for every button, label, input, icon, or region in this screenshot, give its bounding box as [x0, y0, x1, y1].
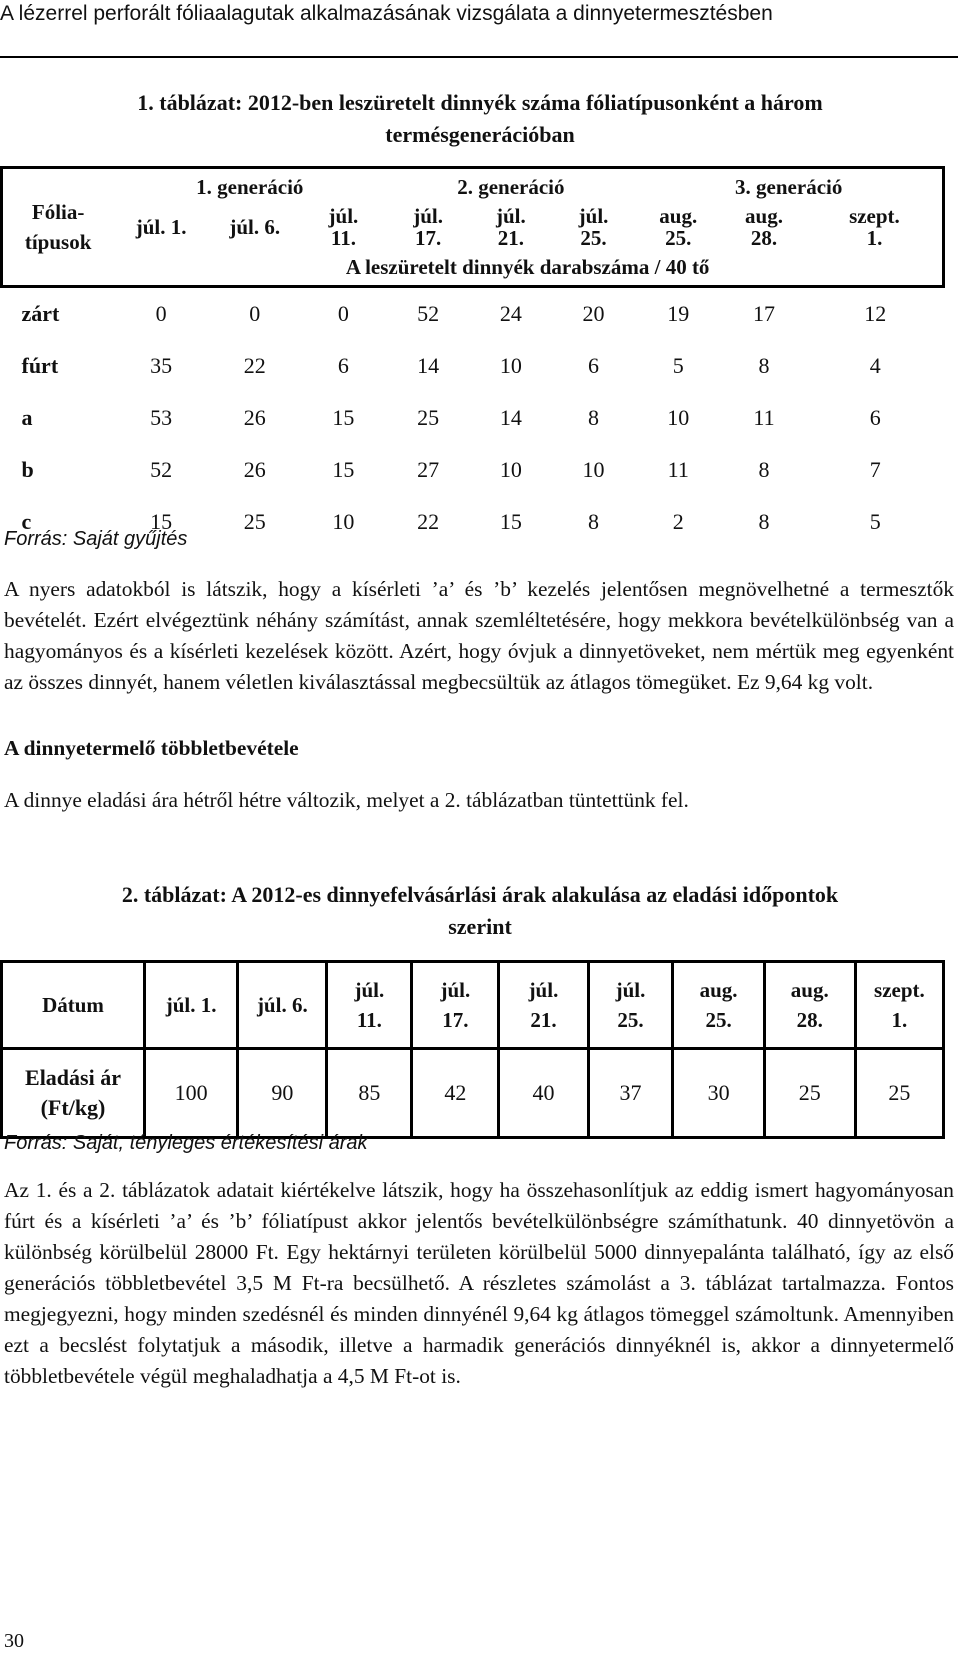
table-cell: 8	[588, 509, 600, 534]
row-label: c	[21, 509, 32, 534]
foil-type-header-line2: típusok	[24, 230, 92, 254]
date-line1: júl. 1.	[135, 215, 187, 239]
table2-source: Forrás: Saját, tényleges értékesítési árak	[4, 1132, 368, 1154]
date-line2: 25.	[617, 1008, 644, 1032]
price-cell: 90	[238, 1049, 327, 1138]
table-cell: 8	[758, 353, 770, 378]
table-cell: 15	[332, 457, 355, 482]
unit-subheader-row	[2, 249, 944, 287]
date-line2: 21.	[530, 1008, 557, 1032]
date-line1: júl.	[413, 204, 444, 228]
date-line1: júl.	[354, 978, 385, 1002]
foil-type-header-line1: Fólia-	[31, 200, 85, 224]
price-cell: 85	[327, 1049, 412, 1138]
date-header-cell	[113, 205, 209, 249]
generation-1-header: 1. generáció	[113, 168, 386, 206]
table-cell: 26	[243, 457, 266, 482]
table-cell: 35	[150, 353, 173, 378]
table-row	[2, 340, 944, 392]
table-cell: 10	[499, 353, 522, 378]
table-cell: 24	[499, 301, 522, 326]
table-cell: 4	[869, 353, 881, 378]
table-row	[2, 287, 944, 341]
table2-caption-line2: szerint	[448, 914, 512, 939]
date-line1: júl. 6.	[256, 993, 308, 1017]
table-cell: 10	[499, 457, 522, 482]
price-date-row	[2, 962, 944, 1049]
date-header-cell	[386, 205, 470, 249]
date-line2: 25.	[705, 1008, 732, 1032]
table-cell: 20	[582, 301, 605, 326]
date-line1: aug.	[790, 978, 829, 1002]
generation-3-header: 3. generáció	[635, 168, 943, 206]
table-cell: 52	[417, 301, 440, 326]
row-label: b	[21, 457, 34, 482]
table-cell: 11	[753, 405, 775, 430]
date-line1: júl.	[440, 978, 471, 1002]
table-cell: 12	[864, 301, 887, 326]
date-header-cell	[855, 962, 943, 1049]
date-header-cell	[301, 205, 387, 249]
table-cell: 0	[337, 301, 349, 326]
price-cell: 37	[588, 1049, 673, 1138]
table-cell: 15	[150, 509, 173, 534]
table-cell: 6	[588, 353, 600, 378]
date-header-cell	[807, 205, 944, 249]
table-cell: 19	[667, 301, 690, 326]
date-line1: júl.	[615, 978, 646, 1002]
date-line2: 11.	[356, 1008, 382, 1032]
table-cell: 22	[417, 509, 440, 534]
date-line1: aug.	[659, 204, 698, 228]
table-cell: 15	[499, 509, 522, 534]
price-cell: 42	[412, 1049, 499, 1138]
date-header-cell	[327, 962, 412, 1049]
date-line2: 11.	[330, 226, 356, 250]
price-cell: 25	[855, 1049, 943, 1138]
table-cell: 5	[672, 353, 684, 378]
row-label: a	[21, 405, 33, 430]
price-label-line1: Eladási ár	[25, 1065, 121, 1090]
paragraph-raw-data: A nyers adatokból is látszik, hogy a kísérleti ’a’ és ’b’ kezelés jelentősen megnövelhetné a termesztők bevételét. Ezért elvégeztünk néhány számítást, annak szemléltetésére, hogy mekkora bevételkülönbség van a hagyományos és a kísérleti kezelések között. Azért, hogy óvjuk a dinnyetöveket, nem mértük meg egyenként az összes dinnyét, hanem véletlen kiválasztással megbecsültük az átlagos tömegüket. Ez 9,64 kg volt.	[4, 577, 954, 694]
table-cell: 8	[758, 509, 770, 534]
date-header-cell	[764, 962, 855, 1049]
price-cell: 25	[764, 1049, 855, 1138]
row-label: zárt	[21, 301, 60, 326]
date-line2: 25.	[580, 226, 607, 250]
table-cell: 0	[155, 301, 167, 326]
table1-caption	[40, 87, 920, 151]
table-cell: 6	[869, 405, 881, 430]
date-header-row	[2, 205, 944, 249]
table-cell: 27	[417, 457, 440, 482]
header-rule	[0, 56, 958, 58]
table-cell: 25	[243, 509, 266, 534]
paragraph-price-change: A dinnye eladási ára hétről hétre változik, melyet a 2. táblázatban tüntettünk fel.	[4, 788, 689, 812]
table1-caption-line2: termésgenerációban	[385, 122, 575, 147]
table-cell: 0	[249, 301, 261, 326]
table-cell: 5	[869, 509, 881, 534]
table-cell: 14	[499, 405, 522, 430]
date-line2: 17.	[415, 226, 442, 250]
date-line1: júl.	[578, 204, 609, 228]
date-line1: szept.	[874, 978, 925, 1002]
date-line2: 17.	[442, 1008, 469, 1032]
date-line2: 25.	[665, 226, 692, 250]
price-cell: 40	[499, 1049, 588, 1138]
date-line1: szept.	[849, 204, 900, 228]
generation-2-header: 2. generáció	[386, 168, 635, 206]
table-cell: 8	[588, 405, 600, 430]
table-cell: 52	[150, 457, 173, 482]
price-row	[2, 1049, 944, 1138]
table-cell: 17	[753, 301, 775, 326]
generation-header-row	[2, 168, 944, 206]
table-cell: 22	[243, 353, 266, 378]
date-header-cell	[552, 205, 636, 249]
price-label-line2: (Ft/kg)	[40, 1095, 106, 1120]
row-label: fúrt	[21, 353, 59, 378]
table-cell: 11	[667, 457, 689, 482]
table-cell: 14	[417, 353, 440, 378]
price-label	[2, 1049, 145, 1138]
date-header-cell	[209, 205, 301, 249]
date-line2: 21.	[497, 226, 524, 250]
table2-caption-line1: 2. táblázat: A 2012-es dinnyefelvásárlási árak alakulása az eladási időpontok	[121, 882, 839, 907]
price-table	[0, 960, 945, 1139]
date-line1: júl. 1.	[165, 993, 217, 1017]
date-line1: júl.	[495, 204, 526, 228]
date-header-cell	[470, 205, 552, 249]
table-cell: 25	[417, 405, 440, 430]
date-header-cell	[635, 205, 721, 249]
table-cell: 53	[150, 405, 173, 430]
date-label: Dátum	[2, 962, 145, 1049]
table-cell: 10	[667, 405, 690, 430]
table-row	[2, 392, 944, 444]
price-cell: 100	[145, 1049, 238, 1138]
harvest-count-table	[0, 166, 945, 548]
table1-source: Forrás: Saját gyűjtés	[4, 528, 188, 550]
running-header: A lézerrel perforált fóliaalagutak alkalmazásának vizsgálata a dinnyetermesztésben	[0, 2, 773, 25]
date-line2: 1.	[866, 226, 883, 250]
date-header-cell	[673, 962, 764, 1049]
paragraph-evaluation: Az 1. és a 2. táblázatok adatait kiértékelve látszik, hogy ha összehasonlítjuk az eddig ismert hagyományosan fúrt és a kísérleti ’a’ és ’b’ fóliatípust akkor jelentős bevételkülönbségre számíthatunk. 40 dinnyetövön a különbség körülbelül 28000 Ft. Egy hektárnyi területen körülbelül 5000 dinnyepalánta található, így az első generációs többletbevétel 3,5 M Ft-ra becsülhető. A részletes számolást a 3. táblázat tartalmazza. Fontos megjegyezni, hogy minden szedésnél és minden dinnyénél 9,64 kg átlagos tömeggel számoltunk. Amennyiben ezt a becslést folytatjuk a második, illetve a harmadik generációs dinnyéknél is, akkor a dinnyetermelő többletbevétele végül meghaladhatja a 4,5 M Ft-ot is.	[4, 1178, 954, 1388]
table-cell: 6	[337, 353, 349, 378]
unit-subheader: A leszüretelt dinnyék darabszáma / 40 tő	[113, 249, 943, 287]
table-cell: 26	[243, 405, 266, 430]
date-line1: aug.	[699, 978, 738, 1002]
table-cell: 2	[672, 509, 684, 534]
table1-caption-line1: 1. táblázat: 2012-ben leszüretelt dinnyék száma fóliatípusonként a három	[137, 90, 823, 115]
date-line2: 1.	[891, 1008, 908, 1032]
table-cell: 8	[758, 457, 770, 482]
foil-type-header	[2, 168, 114, 287]
table-cell: 7	[869, 457, 881, 482]
date-line1: júl. 6.	[229, 215, 281, 239]
date-line2: 28.	[750, 226, 778, 250]
date-line1: aug.	[745, 204, 783, 228]
date-line1: júl.	[328, 204, 359, 228]
table-cell: 10	[332, 509, 355, 534]
date-header-cell	[721, 205, 807, 249]
date-header-cell	[238, 962, 327, 1049]
price-cell: 30	[673, 1049, 764, 1138]
page-number: 30	[4, 1630, 24, 1652]
section-heading: A dinnyetermelő többletbevétele	[4, 736, 299, 760]
date-line2: 28.	[796, 1008, 823, 1032]
table-cell: 15	[332, 405, 355, 430]
date-header-cell	[412, 962, 499, 1049]
date-line1: júl.	[528, 978, 559, 1002]
table-row	[2, 444, 944, 496]
date-header-cell	[588, 962, 673, 1049]
date-header-cell	[145, 962, 238, 1049]
date-header-cell	[499, 962, 588, 1049]
table-cell: 10	[582, 457, 605, 482]
table2-caption	[20, 879, 940, 943]
